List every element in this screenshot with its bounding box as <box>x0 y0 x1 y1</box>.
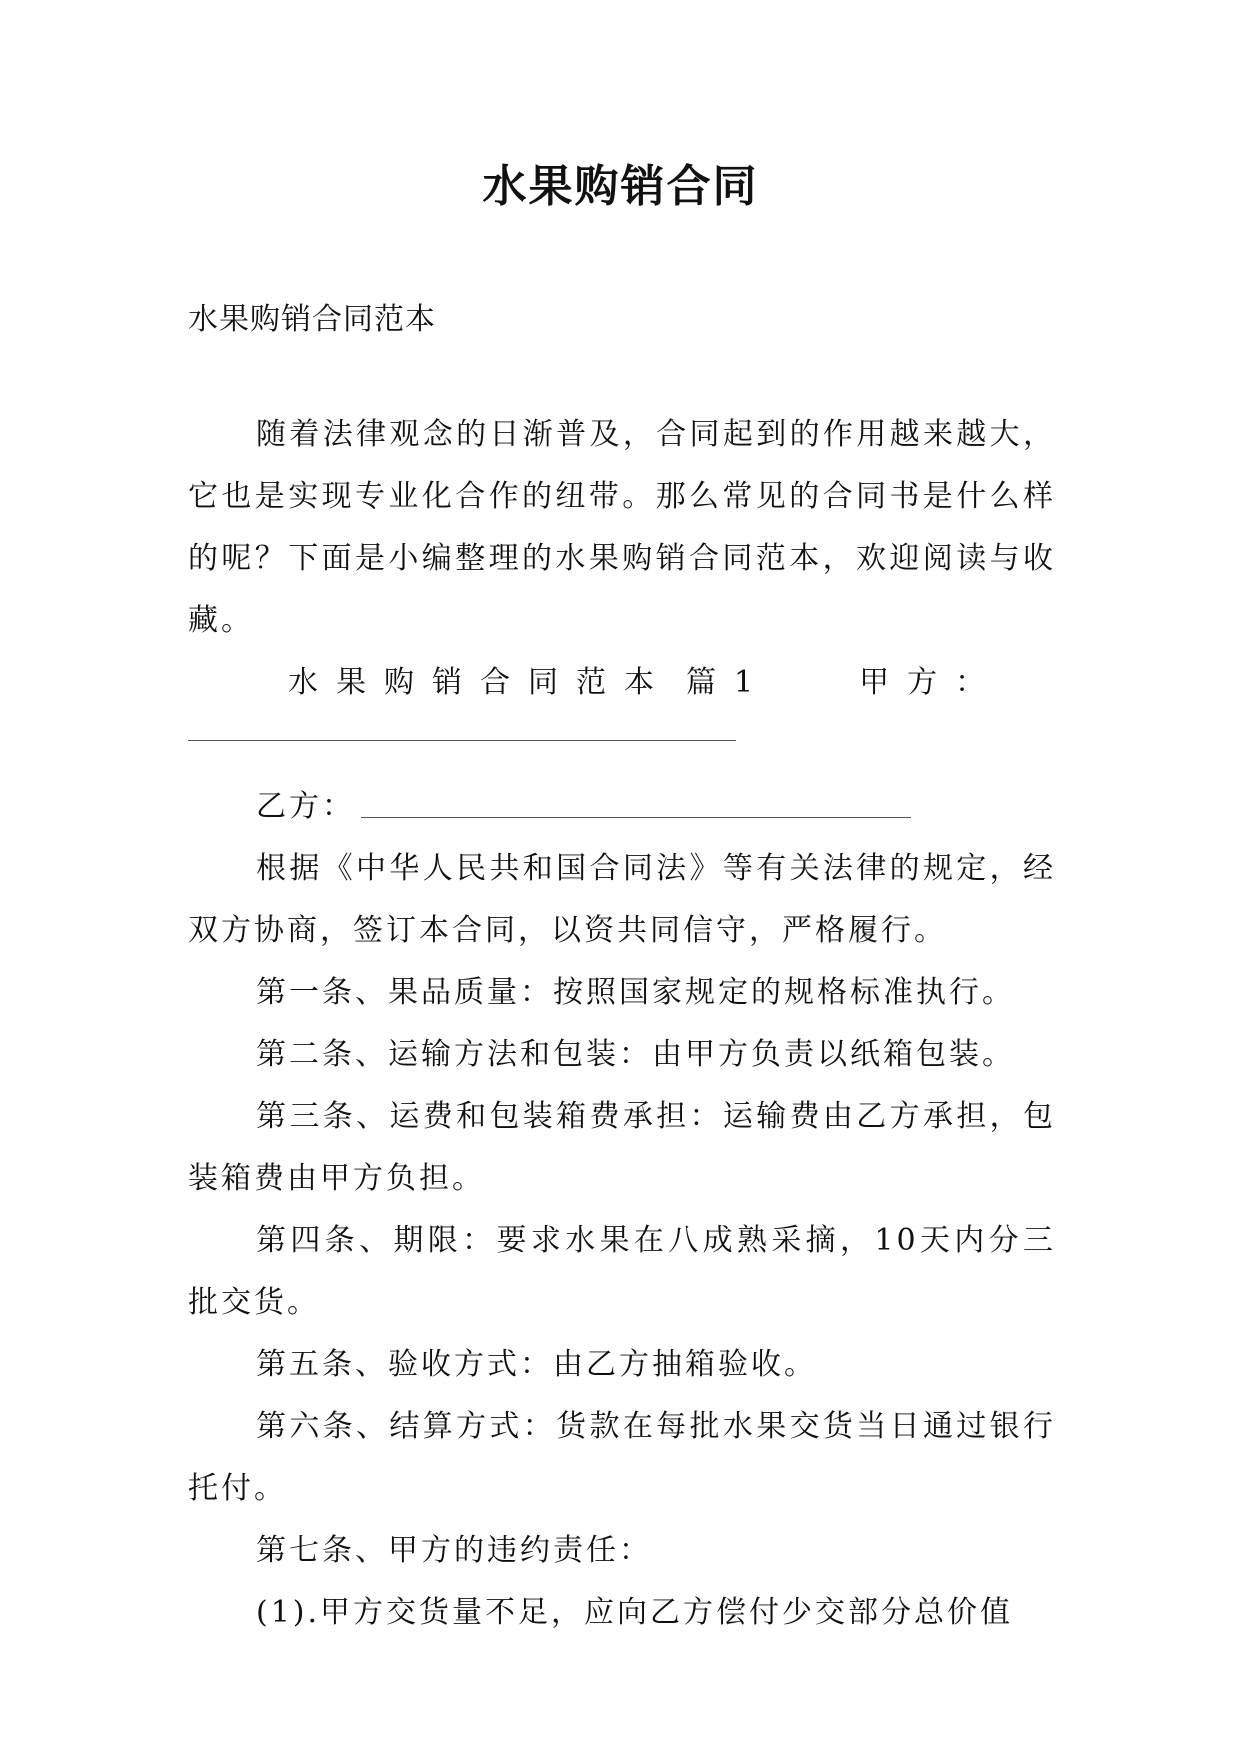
article-7: 第七条、甲方的违约责任： <box>256 1533 652 1568</box>
party-a-label: 甲方： <box>859 665 1004 700</box>
party-b-underline <box>361 799 911 818</box>
basis-paragraph: 根据《中华人民共和国合同法》等有关法律的规定，经双方协商，签订本合同，以资共同信守，严格履行。 <box>188 851 1056 948</box>
party-a-blank <box>188 714 1056 776</box>
article-7-item-1: (1).甲方交货量不足，应向乙方偿付少交部分总价值 <box>256 1595 1014 1630</box>
document-title: 水果购销合同 <box>482 161 759 212</box>
article-4: 第四条、期限：要求水果在八成熟采摘，10天内分三批交货。 <box>188 1223 1056 1320</box>
article-1: 第一条、果品质量：按照国家规定的规格标准执行。 <box>256 975 1015 1010</box>
section-number: 篇1 <box>686 665 772 700</box>
article-2: 第二条、运输方法和包装：由甲方负责以纸箱包装。 <box>256 1037 1015 1072</box>
article-6: 第六条、结算方式：货款在每批水果交货当日通过银行托付。 <box>188 1409 1056 1506</box>
party-b-label: 乙方： <box>256 789 355 824</box>
section-heading-line <box>188 652 1056 714</box>
document-body <box>188 404 1056 1644</box>
article-5: 第五条、验收方式：由乙方抽箱验收。 <box>256 1347 817 1382</box>
section-heading: 水果购销合同范本 <box>288 665 672 700</box>
party-b-line <box>188 776 1056 838</box>
document-subtitle: 水果购销合同范本 <box>188 302 436 337</box>
article-3: 第三条、运费和包装箱费承担：运输费由乙方承担，包装箱费由甲方负担。 <box>188 1099 1056 1196</box>
intro-paragraph: 随着法律观念的日渐普及，合同起到的作用越来越大，它也是实现专业化合作的纽带。那么常见的合同书是什么样的呢？下面是小编整理的水果购销合同范本，欢迎阅读与收藏。 <box>188 417 1056 638</box>
party-a-underline <box>188 740 736 741</box>
